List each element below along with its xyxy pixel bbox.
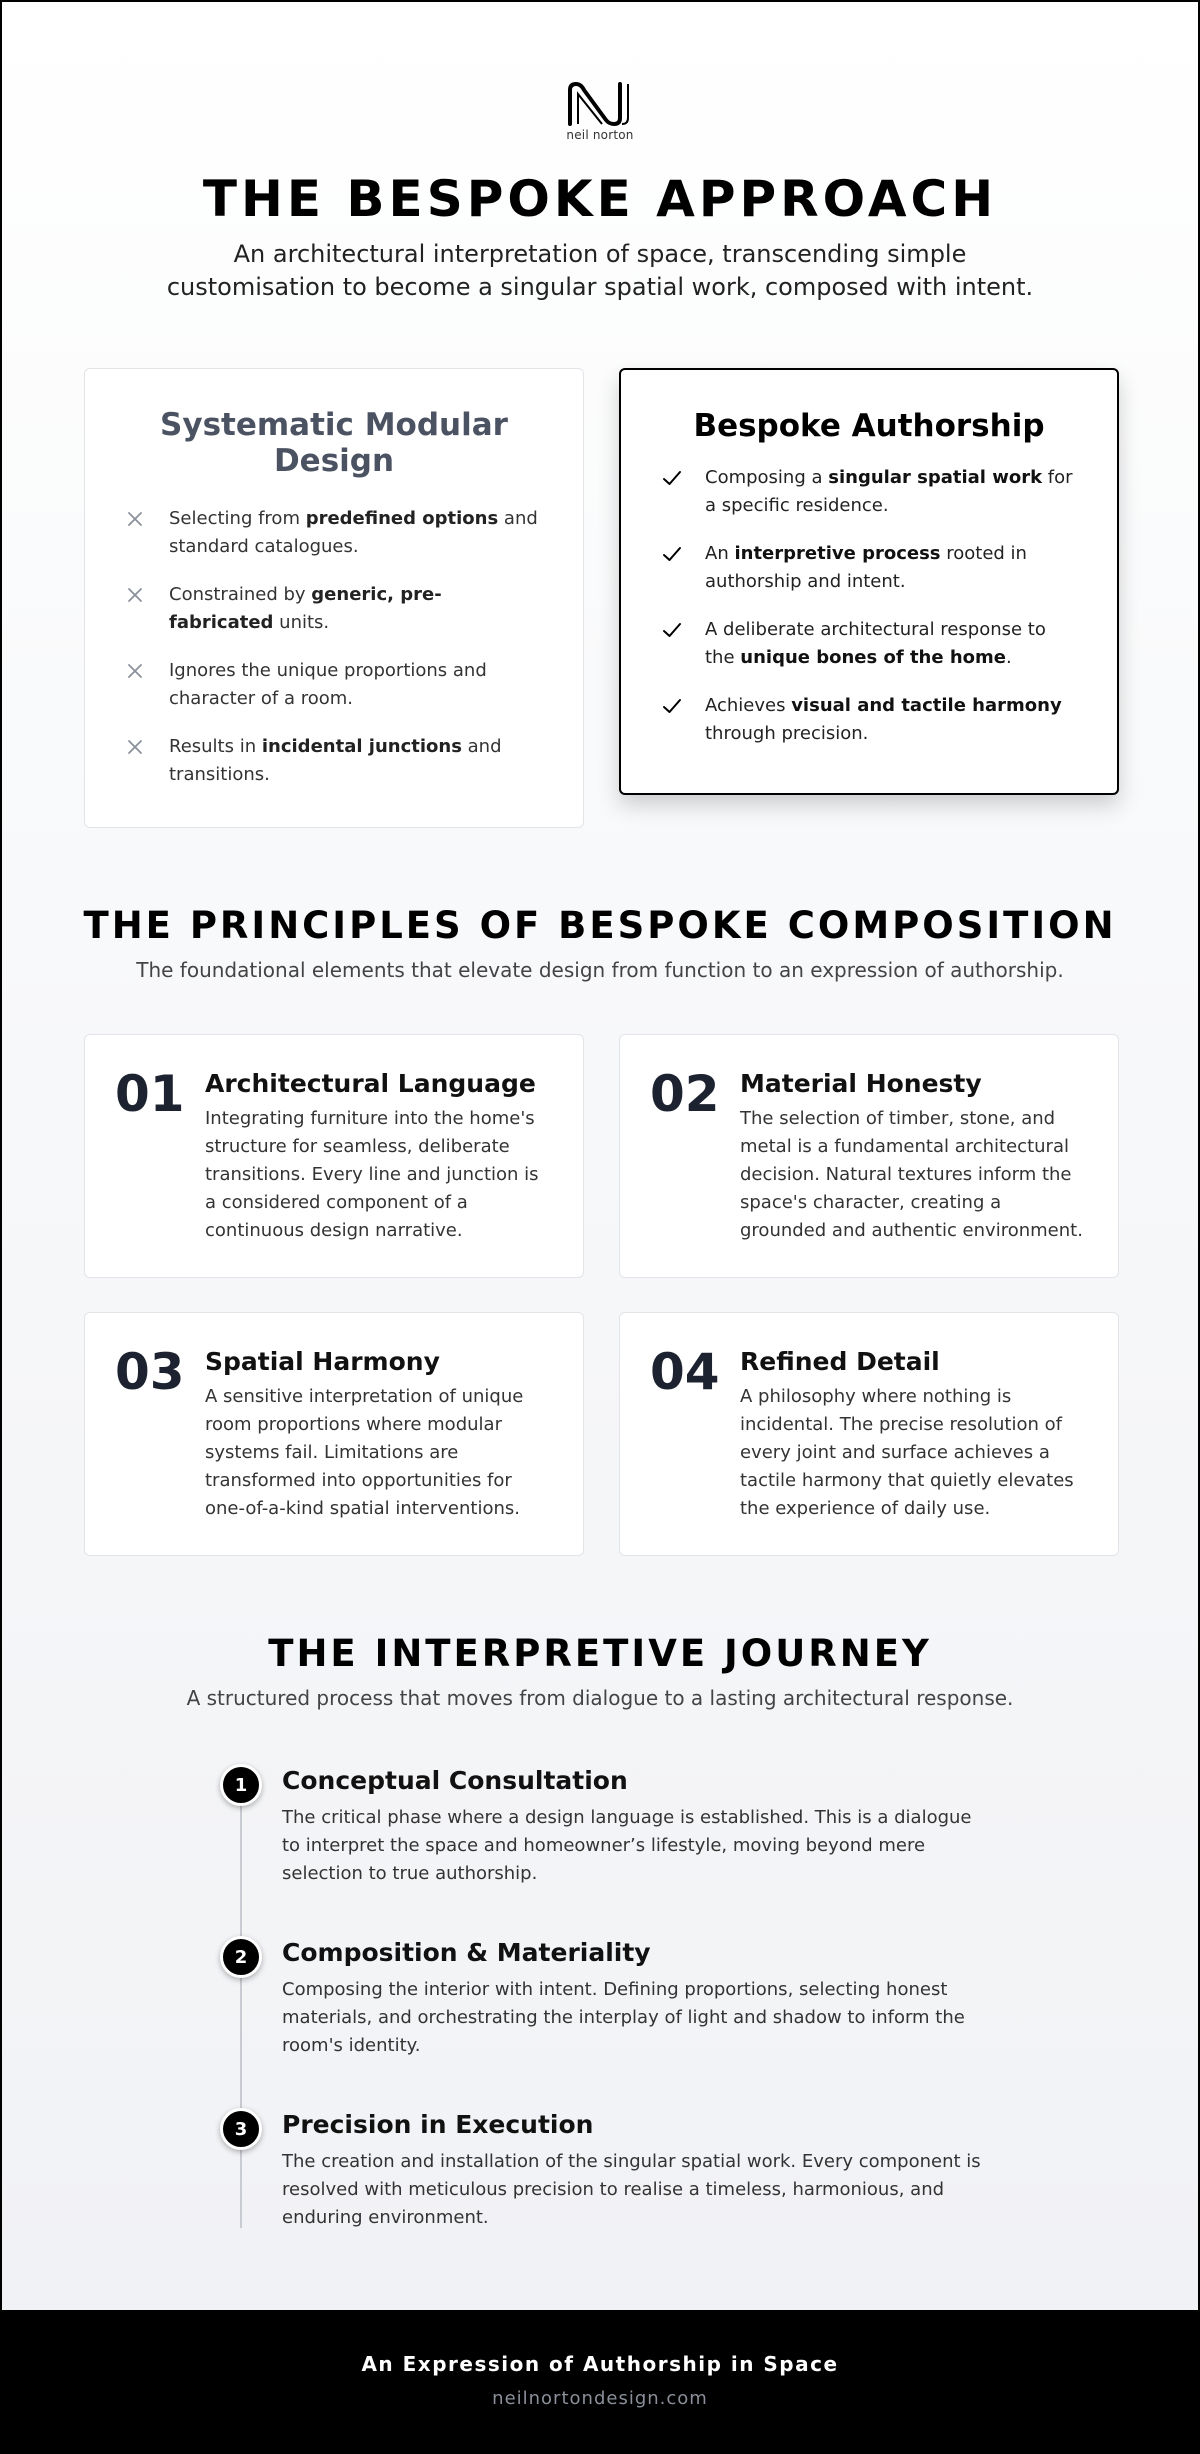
principles-title: THE PRINCIPLES OF BESPOKE COMPOSITION — [83, 904, 1117, 947]
cross-icon — [125, 505, 157, 538]
principle-card — [84, 1034, 584, 1278]
logo-monogram-icon — [566, 80, 634, 126]
principle-text: The selection of timber, stone, and metal is a fundamental architectural decision. Natural textures inform the space's character, creating a grounded and authentic environment. — [740, 1108, 1083, 1241]
list-item — [125, 581, 543, 637]
principle-title: Architectural Language — [205, 1069, 536, 1098]
principle-number: 01 — [115, 1065, 185, 1123]
step-title: Composition & Materiality — [282, 1938, 651, 1967]
step-title: Conceptual Consultation — [282, 1766, 628, 1795]
logo[interactable] — [2, 80, 1198, 142]
principle-number: 04 — [650, 1343, 720, 1401]
journey-step — [220, 1936, 1000, 2060]
modular-list — [85, 505, 583, 789]
footer-website-link[interactable]: neilnortondesign.com — [492, 2388, 708, 2409]
principle-text: A sensitive interpretation of unique room proportions where modular systems fail. Limitations are transformed into opportunities for one-of-a-kind spatial interventions. — [205, 1386, 524, 1519]
cross-icon — [125, 657, 157, 690]
journey-step — [220, 1764, 1000, 1888]
cross-icon — [125, 733, 157, 766]
list-item-text: Constrained by generic, pre-fabricated units. — [169, 584, 442, 633]
list-item — [661, 464, 1077, 520]
logo-text: neil norton — [566, 128, 634, 142]
step-number-badge: 3 — [220, 2108, 262, 2150]
principle-title: Material Honesty — [740, 1069, 982, 1098]
list-item-text: Achieves visual and tactile harmony through precision. — [705, 695, 1062, 744]
cross-icon — [125, 581, 157, 614]
principle-text: A philosophy where nothing is incidental. The precise resolution of every joint and surface achieves a tactile harmony that quietly elevates the experience of daily use. — [740, 1386, 1074, 1519]
principle-text: Integrating furniture into the home's structure for seamless, deliberate transitions. Every line and junction is a considered component of a continuous design narrative. — [205, 1108, 539, 1241]
step-title: Precision in Execution — [282, 2110, 594, 2139]
list-item-text: A deliberate architectural response to the unique bones of the home. — [705, 619, 1046, 668]
step-text: The critical phase where a design language is established. This is a dialogue to interpret the space and homeowner’s lifestyle, moving beyond mere selection to true authorship. — [282, 1807, 972, 1884]
step-number-badge: 2 — [220, 1936, 262, 1978]
modular-design-card — [84, 368, 584, 828]
principles-subtitle: The foundational elements that elevate design from function to an expression of authorship. — [136, 958, 1064, 982]
principle-number: 02 — [650, 1065, 720, 1123]
page-subtitle: An architectural interpretation of space, transcending simple customisation to become a singular spatial work, composed with intent. — [166, 240, 1034, 301]
principle-card — [84, 1312, 584, 1556]
modular-card-title: Systematic Modular Design — [160, 407, 508, 479]
page-title: THE BESPOKE APPROACH — [202, 170, 998, 228]
list-item-text: Composing a singular spatial work for a specific residence. — [705, 467, 1073, 516]
principle-title: Refined Detail — [740, 1347, 940, 1376]
list-item-text: Ignores the unique proportions and character of a room. — [169, 660, 487, 709]
bespoke-card-title: Bespoke Authorship — [693, 408, 1045, 444]
list-item — [661, 540, 1077, 596]
list-item — [661, 692, 1077, 748]
check-icon — [661, 540, 693, 573]
step-text: Composing the interior with intent. Defining proportions, selecting honest materials, and orchestrating the interplay of light and shadow to inform the room's identity. — [282, 1979, 965, 2056]
journey-step — [220, 2108, 1000, 2232]
bespoke-authorship-card — [619, 368, 1119, 795]
list-item — [125, 733, 543, 789]
principle-title: Spatial Harmony — [205, 1347, 440, 1376]
check-icon — [661, 616, 693, 649]
list-item-text: An interpretive process rooted in authorship and intent. — [705, 543, 1027, 592]
principle-number: 03 — [115, 1343, 185, 1401]
list-item — [661, 616, 1077, 672]
list-item-text: Results in incidental junctions and transitions. — [169, 736, 502, 785]
list-item-text: Selecting from predefined options and standard catalogues. — [169, 508, 538, 557]
step-text: The creation and installation of the singular spatial work. Every component is resolved with meticulous precision to realise a timeless, harmonious, and enduring environment. — [282, 2151, 981, 2228]
journey-title: THE INTERPRETIVE JOURNEY — [268, 1632, 932, 1675]
footer — [2, 2310, 1198, 2452]
list-item — [125, 505, 543, 561]
bespoke-list — [621, 464, 1117, 748]
check-icon — [661, 464, 693, 497]
list-item — [125, 657, 543, 713]
step-number-badge: 1 — [220, 1764, 262, 1806]
principle-card — [619, 1034, 1119, 1278]
footer-tagline: An Expression of Authorship in Space — [361, 2352, 839, 2376]
principle-card — [619, 1312, 1119, 1556]
journey-subtitle: A structured process that moves from dialogue to a lasting architectural response. — [186, 1686, 1014, 1710]
check-icon — [661, 692, 693, 725]
